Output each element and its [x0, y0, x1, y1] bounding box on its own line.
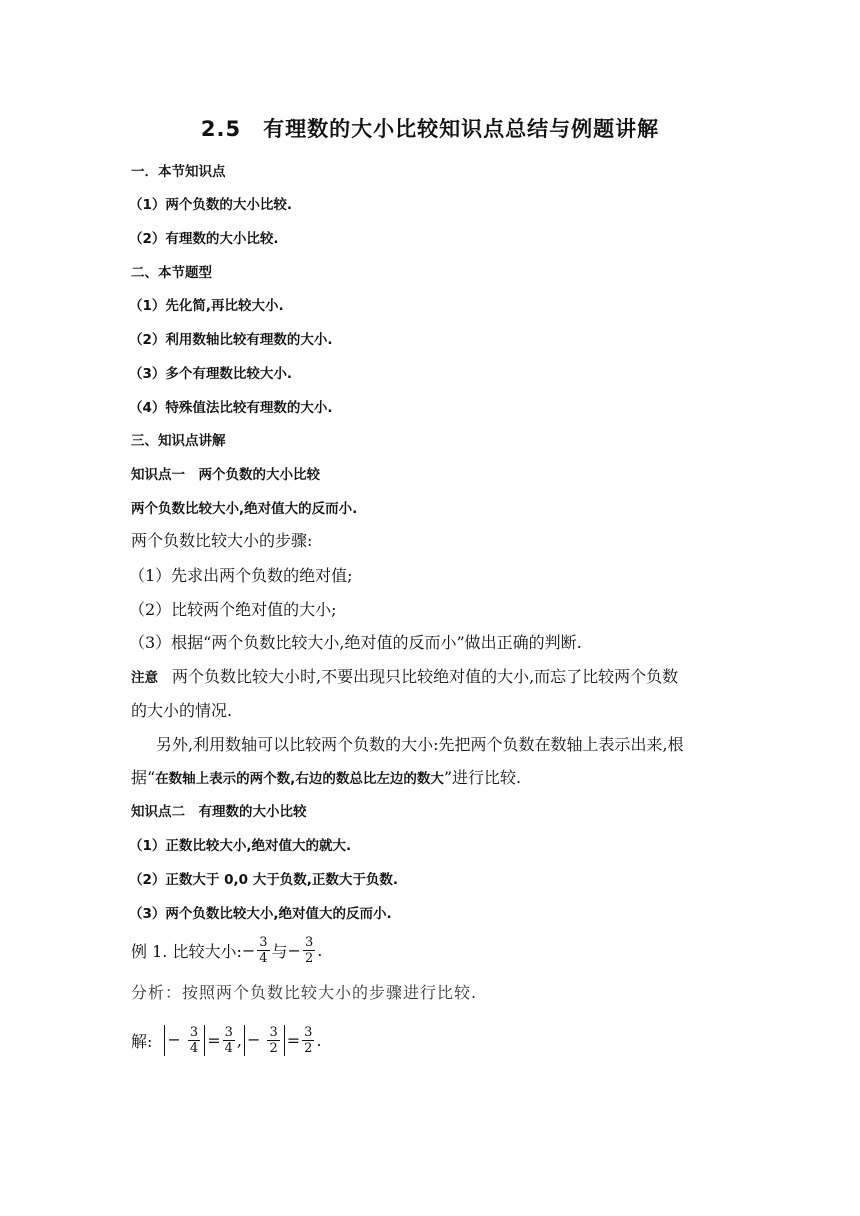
- kp1-step-2: （2）比较两个绝对值的大小;: [129, 600, 337, 619]
- s1-item-2: （2）有理数的大小比较.: [129, 231, 279, 247]
- note-line-2: 的大小的情况.: [131, 701, 233, 720]
- separator: ,: [236, 1030, 242, 1050]
- example-end: .: [317, 940, 323, 960]
- example-sign-1: −: [241, 940, 256, 960]
- extra-post: ”进行比较.: [443, 768, 522, 787]
- s2-item-1: （1）先化简,再比较大小.: [129, 298, 284, 314]
- title-text: 有理数的大小比较知识点总结与例题讲解: [263, 117, 660, 141]
- result-2: $\frac{3}{2}$: [304, 1024, 313, 1056]
- extra-line-2: [131, 765, 521, 788]
- solution: [131, 1019, 322, 1061]
- knowledge-point-1-heading: 知识点一 两个负数的大小比较: [131, 467, 320, 483]
- solution-label: 解:: [131, 1031, 153, 1051]
- page-title: [0, 113, 860, 143]
- equals-2: =: [286, 1030, 301, 1050]
- kp1-step-3: （3）根据“两个负数比较大小,绝对值的反而小”做出正确的判断.: [129, 633, 582, 652]
- s2-item-4: （4）特殊值法比较有理数的大小.: [129, 400, 333, 416]
- s2-item-3: （3）多个有理数比较大小.: [129, 366, 293, 382]
- result-1: $\frac{3}{4}$: [224, 1024, 233, 1056]
- note-line-1: [131, 664, 678, 687]
- equals-1: =: [207, 1030, 221, 1050]
- extra-line-1: 另外,利用数轴可以比较两个负数的大小:先把两个负数在数轴上表示出来,根: [156, 735, 684, 754]
- kp2-item-2: （2）正数大于 0,0 大于负数,正数大于负数.: [129, 872, 398, 888]
- kp1-steps-intro: 两个负数比较大小的步骤:: [131, 531, 313, 550]
- section-1-heading: 一．本节知识点: [131, 164, 226, 180]
- kp1-rule: 两个负数比较大小,绝对值大的反而小.: [131, 501, 358, 517]
- solution-end: .: [316, 1030, 322, 1050]
- section-2-heading: 二、本节题型: [131, 265, 212, 281]
- title-number: 2.5: [200, 117, 242, 141]
- section-3-heading: 三、知识点讲解: [131, 433, 226, 449]
- s2-item-2: （2）利用数轴比较有理数的大小.: [129, 332, 333, 348]
- fraction-3-4: $\frac{3}{4}$: [259, 934, 268, 966]
- example-1: [131, 930, 322, 970]
- note-text-1: 两个负数比较大小时,不要出现只比较绝对值的大小,而忘了比较两个负数: [172, 667, 679, 686]
- knowledge-point-2-heading: 知识点二 有理数的大小比较: [131, 804, 307, 820]
- kp2-item-1: （1）正数比较大小,绝对值大的就大.: [129, 838, 352, 854]
- example-joiner: 与: [271, 941, 288, 961]
- kp2-item-3: （3）两个负数比较大小,绝对值大的反而小.: [129, 906, 392, 922]
- example-label: 例 1. 比较大小:: [131, 941, 242, 961]
- note-label: 注意: [131, 670, 158, 686]
- extra-bold: 在数轴上表示的两个数,右边的数总比左边的数大: [155, 771, 444, 787]
- kp1-step-1: （1）先求出两个负数的绝对值;: [129, 566, 353, 585]
- analysis: 分析：按照两个负数比较大小的步骤进行比较.: [131, 983, 478, 1002]
- abs-value-1: − $\frac{3}{4}$: [164, 1025, 205, 1056]
- example-sign-2: −: [287, 940, 301, 960]
- extra-pre: 据“: [131, 768, 156, 787]
- fraction-3-2: $\frac{3}{2}$: [304, 934, 314, 966]
- abs-value-2: − $\frac{3}{2}$: [244, 1025, 285, 1056]
- s1-item-1: （1）两个负数的大小比较.: [129, 197, 293, 213]
